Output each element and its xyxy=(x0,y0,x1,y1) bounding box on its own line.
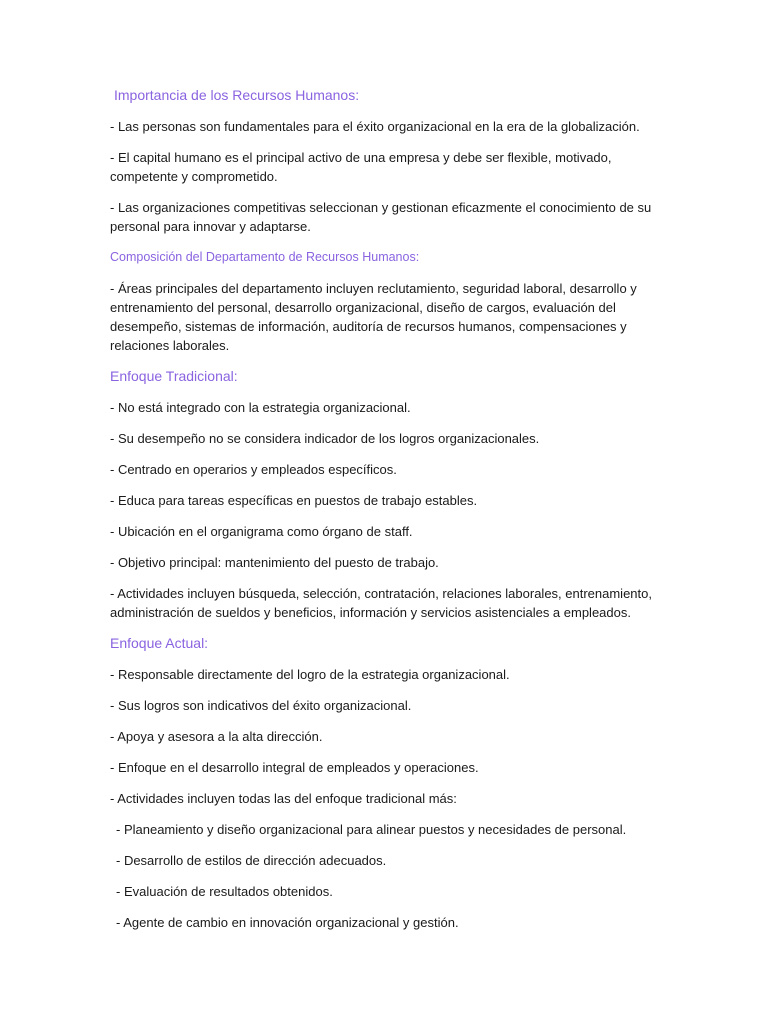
sub-paragraph: - Evaluación de resultados obtenidos. xyxy=(116,884,333,899)
paragraph: - Ubicación en el organigrama como órgano de staff. xyxy=(110,524,413,539)
section-heading-enfoque-actual: Enfoque Actual: xyxy=(110,635,209,651)
paragraph: - Enfoque en el desarrollo integral de empleados y operaciones. xyxy=(110,760,479,775)
paragraph: - Áreas principales del departamento incluyen reclutamiento, seguridad laboral, desarrollo y entrenamiento del personal, desarrollo organizacional, diseño de cargos, evaluación del desempeño, sistemas de información, auditoría de recursos humanos, compensaciones y relaciones laborales. xyxy=(110,281,637,353)
paragraph: - Actividades incluyen todas las del enfoque tradicional más: xyxy=(110,791,457,806)
paragraph: - Su desempeño no se considera indicador de los logros organizacionales. xyxy=(110,431,540,446)
paragraph: - Actividades incluyen búsqueda, selección, contratación, relaciones laborales, entrenamiento, administración de sueldos y beneficios, información y servicios asistenciales a empleados. xyxy=(110,586,652,620)
paragraph: - Educa para tareas específicas en puestos de trabajo estables. xyxy=(110,493,478,508)
paragraph: - Responsable directamente del logro de la estrategia organizacional. xyxy=(110,667,510,682)
paragraph: - No está integrado con la estrategia organizacional. xyxy=(110,400,411,415)
paragraph: - Apoya y asesora a la alta dirección. xyxy=(110,729,323,744)
paragraph: - Las personas son fundamentales para el éxito organizacional en la era de la globalización. xyxy=(110,119,640,134)
paragraph: - El capital humano es el principal activo de una empresa y debe ser flexible, motivado, competente y comprometido. xyxy=(110,150,612,184)
document-page xyxy=(110,86,660,944)
section-heading-importancia: Importancia de los Recursos Humanos: xyxy=(114,87,360,103)
paragraph: - Centrado en operarios y empleados específicos. xyxy=(110,462,397,477)
sub-paragraph: - Desarrollo de estilos de dirección adecuados. xyxy=(116,853,387,868)
paragraph: - Objetivo principal: mantenimiento del puesto de trabajo. xyxy=(110,555,439,570)
paragraph: - Las organizaciones competitivas seleccionan y gestionan eficazmente el conocimiento de su personal para innovar y adaptarse. xyxy=(110,200,652,234)
section-heading-enfoque-tradicional: Enfoque Tradicional: xyxy=(110,368,238,384)
paragraph: - Sus logros son indicativos del éxito organizacional. xyxy=(110,698,412,713)
sub-paragraph: - Agente de cambio en innovación organizacional y gestión. xyxy=(116,915,459,930)
section-heading-composicion: Composición del Departamento de Recursos Humanos: xyxy=(110,250,420,264)
sub-paragraph: - Planeamiento y diseño organizacional para alinear puestos y necesidades de personal. xyxy=(116,822,627,837)
